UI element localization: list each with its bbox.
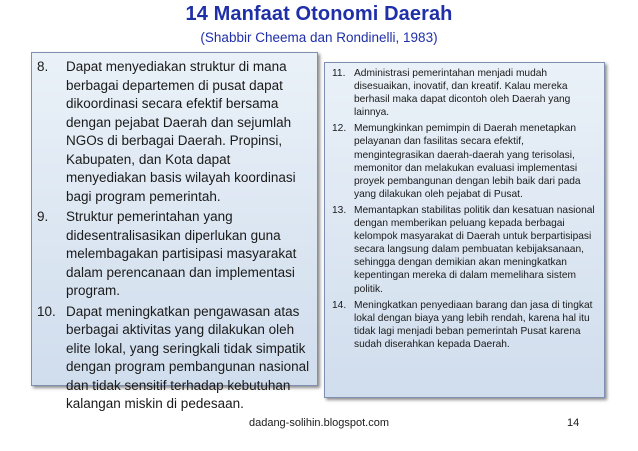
left-benefit-list [37,58,313,416]
list-item [332,204,601,296]
list-item [332,67,601,119]
item-text: Memantapkan stabilitas politik dan kesatuan nasional dengan memberikan peluang kepada berbagai kelompok masyarakat di Daerah untuk berpartisipasi secara langsung dalam pembuatan kebijaksanaan, sehingga dengan demikian akan meningkatkan kepentingan mereka di dalam memelihara sistem politik. [354,204,595,295]
item-number: 8. [37,59,49,74]
page-number: 14 [567,417,580,429]
right-content-box [324,62,605,398]
item-number: 13. [332,204,347,216]
right-benefit-list [332,67,601,354]
list-item [37,303,313,414]
footer-source: dadang-solihin.blogspot.com [248,417,390,429]
item-number: 11. [332,68,346,79]
list-item [332,299,601,351]
list-item [37,208,313,301]
item-text: Struktur pemerintahan yang didesentralisasikan diperlukan guna melembagakan partisipasi masyarakat dalam perencanaan dan implementasi program. [66,209,297,298]
list-item [332,122,601,201]
item-number: 10. [37,303,56,319]
item-number: 9. [37,209,49,224]
item-text: Memungkinkan pemimpin di Daerah menetapkan pelayanan dan fasilitas secara efektif, mengintegrasikan daerah-daerah yang terisolasi, memonitor dan melakukan evaluasi implementasi proyek pembangunan dengan lebih baik dari pada yang dilakukan oleh pejabat di Pusat. [354,123,581,200]
slide-title: 14 Manfaat Otonomi Daerah [185,3,453,25]
left-content-box [31,52,318,411]
item-text: Dapat menyediakan struktur di mana berbagai departemen di pusat dapat dikoordinasi secara efektif bersama dengan pejabat Daerah dan sejumlah NGOs di berbagai Daerah. Propinsi, Kabupaten, dan Kota dapat menyediakan basis wilayah koordinasi bagi program pemerintah. [66,59,296,204]
slide-subtitle: (Shabbir Cheema dan Rondinelli, 1983) [200,30,438,45]
list-item [37,58,313,206]
item-text: Dapat meningkatkan pengawasan atas berbagai aktivitas yang dilakukan oleh elite lokal, yang seringkali tidak simpatik dengan program pembangunan nasional dan tidak sensitif terhadap kebutuhan kalangan miskin di pedesaan. [66,303,310,411]
item-number: 14. [332,299,347,311]
item-number: 12. [332,123,347,135]
item-text: Meningkatkan penyediaan barang dan jasa di tingkat lokal dengan biaya yang lebih rendah, karena hal itu tidak lagi menjadi beban pemerintah Pusat karena sudah diserahkan kepada Daerah. [354,299,593,350]
item-text: Administrasi pemerintahan menjadi mudah disesuaikan, inovatif, dan kreatif. Kalau mereka berhasil maka dapat dicontoh oleh Daerah yang lainnya. [354,68,571,119]
